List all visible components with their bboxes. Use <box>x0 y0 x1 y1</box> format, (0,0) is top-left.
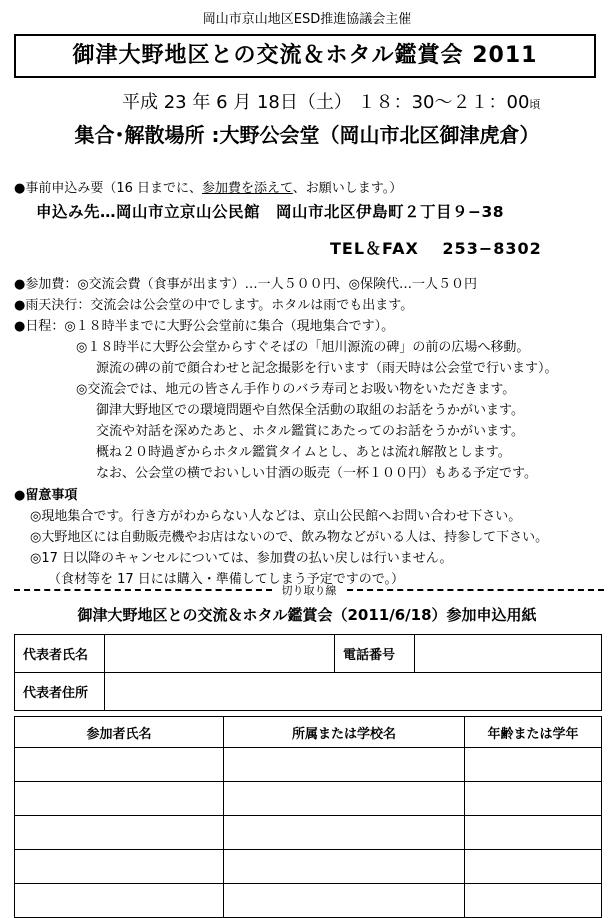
age-grade-cell[interactable] <box>465 850 602 884</box>
notes-item: （食材等を 17 日には購入・準備してしまう予定ですので。） <box>48 572 405 587</box>
affiliation-cell[interactable] <box>224 748 465 782</box>
column-header: 年齢または学年 <box>465 717 602 748</box>
cut-dash-left <box>14 589 272 591</box>
table-row <box>15 884 602 918</box>
rep-address-field[interactable] <box>105 673 602 711</box>
column-header: 参加者氏名 <box>15 717 224 748</box>
rain-line: ●雨天決行：交流会は公会堂の中でします。ホタルは雨でも出ます。 <box>14 298 414 313</box>
cut-dash-right <box>347 589 605 591</box>
notes-item: ◎現地集合です。行き方がわからない人などは、京山公民館へお問い合わせ下さい。 <box>30 509 522 524</box>
datetime-suffix: 頃 <box>529 98 541 111</box>
notes-item: ◎大野地区には自動販売機やお店はないので、飲み物などがいる人は、持参して下さい。 <box>30 530 549 545</box>
schedule-line: 概ね２０時過ぎからホタル鑑賞タイムとし、あとは流れ解散とします。 <box>96 445 511 460</box>
notes-heading: ●留意事項 <box>14 488 78 503</box>
schedule-line: ◎１８時半に大野公会堂からすぐそばの「旭川源流の碑」の前の広場へ移動。 <box>76 340 530 355</box>
table-row <box>15 748 602 782</box>
affiliation-cell[interactable] <box>224 850 465 884</box>
application-prefix: ●事前申込み要（16 日までに、 <box>14 181 203 196</box>
venue-line: 集合･解散場所 :大野公会堂（岡山市北区御津虎倉） <box>74 123 540 147</box>
application-note <box>14 177 402 196</box>
table-row <box>15 850 602 884</box>
participant-name-cell[interactable] <box>15 816 224 850</box>
participant-header-row <box>15 717 602 748</box>
notes-item: ◎17 日以降のキャンセルについては、参加費の払い戻しは行いません。 <box>30 551 453 566</box>
table-row <box>15 782 602 816</box>
schedule-line: なお、公会堂の横でおいしい甘酒の販売（一杯１００円）もある予定です。 <box>96 466 537 481</box>
address-row <box>15 673 602 711</box>
form-title: 御津大野地区との交流＆ホタル鑑賞会（2011/6/18）参加申込用紙 <box>77 606 537 624</box>
participant-name-cell[interactable] <box>15 850 224 884</box>
affiliation-cell[interactable] <box>224 782 465 816</box>
participant-name-cell[interactable] <box>15 782 224 816</box>
schedule-line: ●日程：◎１８時半までに大野公会堂前に集合（現地集合です）。 <box>14 319 395 334</box>
participant-name-cell[interactable] <box>15 884 224 918</box>
application-underlined: 参加費を添えて <box>202 181 293 196</box>
rep-name-field[interactable] <box>105 635 335 673</box>
cut-line-label: 切り取り線 <box>281 584 337 597</box>
organizer-line: 岡山市京山地区ESD推進協議会主催 <box>202 12 412 27</box>
age-grade-cell[interactable] <box>465 748 602 782</box>
rep-address-label: 代表者住所 <box>15 673 105 711</box>
representative-row <box>15 635 602 673</box>
phone-field[interactable] <box>415 635 602 673</box>
fee-line: ●参加費：◎交流会費（食事が出ます）…一人５００円、◎保険代…一人５０円 <box>14 277 478 292</box>
table-row <box>15 816 602 850</box>
apply-to: 申込み先…岡山市立京山公民館 岡山市北区伊島町２丁目９−38 <box>36 203 505 221</box>
datetime-text: 平成 23 年 6 月 18日（土） １８：30～２１：00 <box>122 92 530 113</box>
schedule-line: 御津大野地区での環境問題や自然保全活動の取組のお話をうかがいます。 <box>96 403 524 418</box>
cut-line <box>14 582 604 598</box>
age-grade-cell[interactable] <box>465 782 602 816</box>
representative-table <box>14 634 602 711</box>
schedule-line: 交流や対話を深めたあと、ホタル鑑賞にあたってのお話をうかがいます。 <box>96 424 524 439</box>
age-grade-cell[interactable] <box>465 816 602 850</box>
affiliation-cell[interactable] <box>224 816 465 850</box>
rep-name-label: 代表者氏名 <box>15 635 105 673</box>
schedule-line: 源流の碑の前で顔合わせと記念撮影を行います（雨天時は公会堂で行います）。 <box>96 361 558 376</box>
tel-fax: TEL＆FAX 253−8302 <box>330 239 542 258</box>
affiliation-cell[interactable] <box>224 884 465 918</box>
participant-table <box>14 716 602 918</box>
schedule-line: ◎交流会では、地元の皆さん手作りのバラ寿司とお吸い物をいただきます。 <box>76 382 516 397</box>
event-datetime <box>122 88 540 114</box>
age-grade-cell[interactable] <box>465 884 602 918</box>
phone-label: 電話番号 <box>335 635 415 673</box>
event-title: 御津大野地区との交流＆ホタル鑑賞会 2011 <box>14 34 596 78</box>
participant-name-cell[interactable] <box>15 748 224 782</box>
application-suffix: 、お願いします。） <box>292 181 403 196</box>
column-header: 所属または学校名 <box>224 717 465 748</box>
